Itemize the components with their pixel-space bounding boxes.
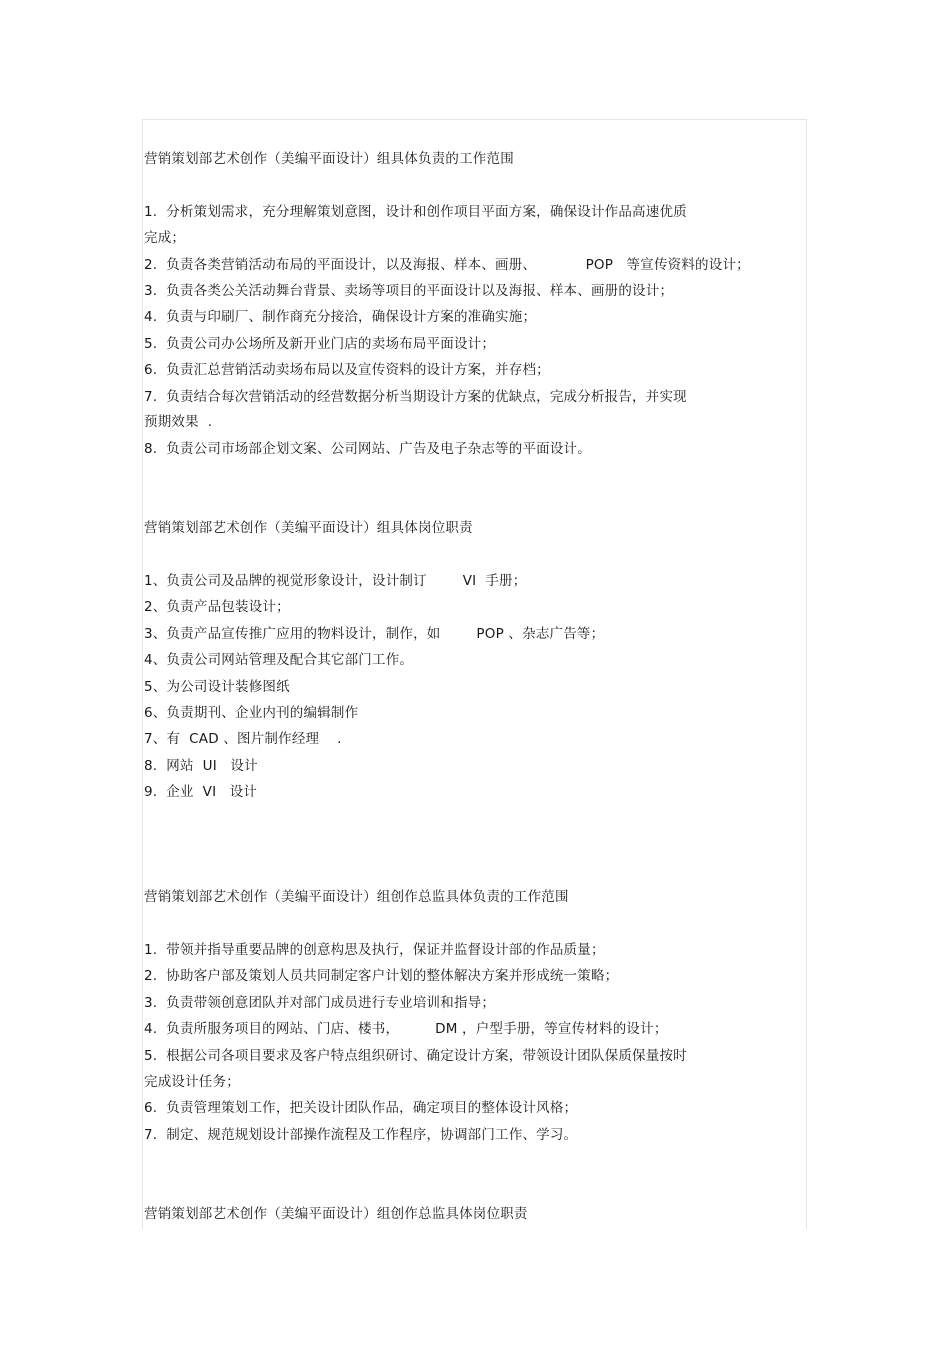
section-1-line-7: 6. 负责汇总营销活动卖场布局以及宣传资料的设计方案，并存档； <box>144 362 550 378</box>
section-2-line-1: 1、负责公司及品牌的视觉形象设计，设计制订 VI 手册； <box>144 573 527 589</box>
section-1-line-6: 5. 负责公司办公场所及新开业门店的卖场布局平面设计； <box>144 336 496 352</box>
section-3-line-6: 完成设计任务； <box>144 1074 240 1090</box>
section-2-line-8: 8. 网站 UI 设计 <box>144 758 258 774</box>
section-2-line-7: 7、有 CAD 、图片制作经理 . <box>144 731 342 747</box>
section-1-heading: 营销策划部艺术创作（美编平面设计）组具体负责的工作范围 <box>144 151 514 167</box>
section-1-line-5: 4. 负责与印刷厂、制作商充分接洽，确保设计方案的准确实施； <box>144 309 537 325</box>
section-1-line-9: 预期效果 . <box>144 414 213 430</box>
section-1-line-2: 完成； <box>144 230 186 246</box>
section-2-line-3: 3、负责产品宣传推广应用的物料设计，制作，如 POP 、杂志广告等； <box>144 626 605 642</box>
section-1-line-8: 7. 负责结合每次营销活动的经营数据分析当期设计方案的优缺点，完成分析报告，并实现 <box>144 389 687 405</box>
section-3-line-1: 1. 带领并指导重要品牌的创意构思及执行，保证并监督设计部的作品质量； <box>144 942 605 958</box>
section-3-line-2: 2. 协助客户部及策划人员共同制定客户计划的整体解决方案并形成统一策略； <box>144 968 619 984</box>
section-1-line-4: 3. 负责各类公关活动舞台背景、卖场等项目的平面设计以及海报、样本、画册的设计； <box>144 283 674 299</box>
section-3-line-7: 6. 负责管理策划工作，把关设计团队作品，确定项目的整体设计风格； <box>144 1100 578 1116</box>
section-1-line-10: 8. 负责公司市场部企划文案、公司网站、广告及电子杂志等的平面设计。 <box>144 441 591 457</box>
section-3-line-5: 5. 根据公司各项目要求及客户特点组织研讨、确定设计方案，带领设计团队保质保量按时 <box>144 1048 687 1064</box>
section-1-line-3: 2. 负责各类营销活动布局的平面设计，以及海报、样本、画册、 POP 等宣传资料的设计； <box>144 257 750 273</box>
section-2-line-9: 9. 企业 VI 设计 <box>144 784 258 800</box>
section-1-line-1: 1. 分析策划需求，充分理解策划意图，设计和创作项目平面方案，确保设计作品高速优质 <box>144 204 687 220</box>
section-2-line-2: 2、负责产品包装设计； <box>144 599 290 615</box>
section-2-line-6: 6、负责期刊、企业内刊的编辑制作 <box>144 705 359 721</box>
section-3-heading: 营销策划部艺术创作（美编平面设计）组创作总监具体负责的工作范围 <box>144 889 569 905</box>
section-3-line-3: 3. 负责带领创意团队并对部门成员进行专业培训和指导； <box>144 995 496 1011</box>
section-2-line-4: 4、负责公司网站管理及配合其它部门工作。 <box>144 652 414 668</box>
section-3-line-8: 7. 制定、规范规划设计部操作流程及工作程序，协调部门工作、学习。 <box>144 1127 578 1143</box>
section-3-line-4: 4. 负责所服务项目的网站、门店、楼书， DM ，户型手册，等宣传材料的设计； <box>144 1021 668 1037</box>
section-2-heading: 营销策划部艺术创作（美编平面设计）组具体岗位职责 <box>144 520 473 536</box>
section-2-line-5: 5、为公司设计装修图纸 <box>144 679 290 695</box>
section-4-heading: 营销策划部艺术创作（美编平面设计）组创作总监具体岗位职责 <box>144 1206 528 1222</box>
